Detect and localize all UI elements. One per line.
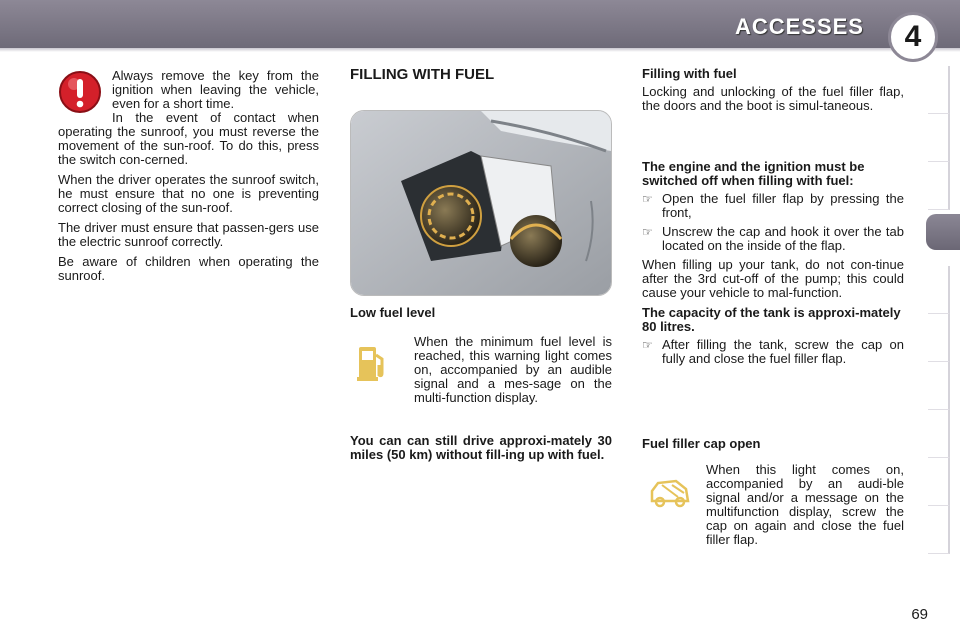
chapter-tab[interactable] [928, 162, 950, 210]
chapter-tab-active[interactable] [926, 214, 960, 250]
chapter-tab[interactable] [928, 314, 950, 362]
chapter-tab[interactable] [928, 66, 950, 114]
chapter-tab[interactable] [928, 114, 950, 162]
filling-heading: Filling with fuel [642, 66, 737, 81]
warning-text: Always remove the key from the ignition when leaving the vehicle, even for a short time. [112, 68, 319, 111]
chapter-title: ACCESSES [734, 14, 864, 39]
chapter-tab[interactable] [928, 410, 950, 458]
fuel-flap-photo [350, 110, 612, 296]
cutoff-text: When filling up your tank, do not con-tinue after the 3rd cut-off of the pump; this could cause your vehicle to mal-function. [642, 257, 904, 300]
pointing-hand-icon: ☞ [642, 338, 653, 352]
engine-off-heading: The engine and the ignition must be switched off when filling with fuel: [642, 159, 865, 188]
page-number: 69 [911, 606, 928, 623]
low-fuel-heading: Low fuel level [350, 305, 436, 320]
range-text: You can can still drive approxi-mately 30 miles (50 km) without fill-ing up with fuel. [350, 433, 612, 462]
cap-open-text: When this light comes on, accompanied by an audi-ble signal and/or a message on the multifunction display, screw the cap on again and close the fuel filler flap. [706, 462, 904, 547]
sunroof-passengers-text: The driver must ensure that passen-gers use the electric sunroof correctly. [58, 220, 319, 249]
chapter-tabs [928, 66, 960, 576]
sunroof-contact-text: In the event of contact when operating the sunroof, you must reverse the movement of the sun-roof. To do this, press the switch con-cerned. [58, 110, 319, 167]
chapter-number-badge: 4 [888, 12, 938, 62]
warning-icon [58, 70, 102, 114]
section-title: FILLING WITH FUEL [350, 66, 495, 83]
sunroof-closing-text: When the driver operates the sunroof switch, he must ensure that no one is preventing correct closing of the sun-roof. [58, 172, 319, 215]
fuel-pump-icon [356, 343, 388, 383]
filling-text: Locking and unlocking of the fuel filler flap, the doors and the boot is simul-taneous. [642, 84, 904, 113]
fuel-cap-warning-icon [648, 473, 692, 509]
sunroof-children-text: Be aware of children when operating the sunroof. [58, 254, 319, 283]
bullet-item: ☞ After filling the tank, screw the cap on fully and close the fuel filler flap. [642, 337, 904, 366]
capacity-text: The capacity of the tank is approxi-mately 80 litres. [642, 305, 901, 334]
pointing-hand-icon: ☞ [642, 192, 653, 206]
bullet-item: ☞ Open the fuel filler flap by pressing the front, [642, 191, 904, 220]
pointing-hand-icon: ☞ [642, 225, 653, 239]
bullet-item: ☞ Unscrew the cap and hook it over the tab located on the inside of the flap. [642, 224, 904, 253]
cap-open-heading: Fuel filler cap open [642, 436, 761, 451]
low-fuel-text: When the minimum fuel level is reached, this warning light comes on, accompanied by an audible signal and a mes-sage on the multi-function display. [414, 334, 612, 405]
header-divider [0, 48, 960, 52]
chapter-tab[interactable] [928, 266, 950, 314]
chapter-tab[interactable] [928, 362, 950, 410]
chapter-tab[interactable] [928, 506, 950, 554]
chapter-tab[interactable] [928, 458, 950, 506]
